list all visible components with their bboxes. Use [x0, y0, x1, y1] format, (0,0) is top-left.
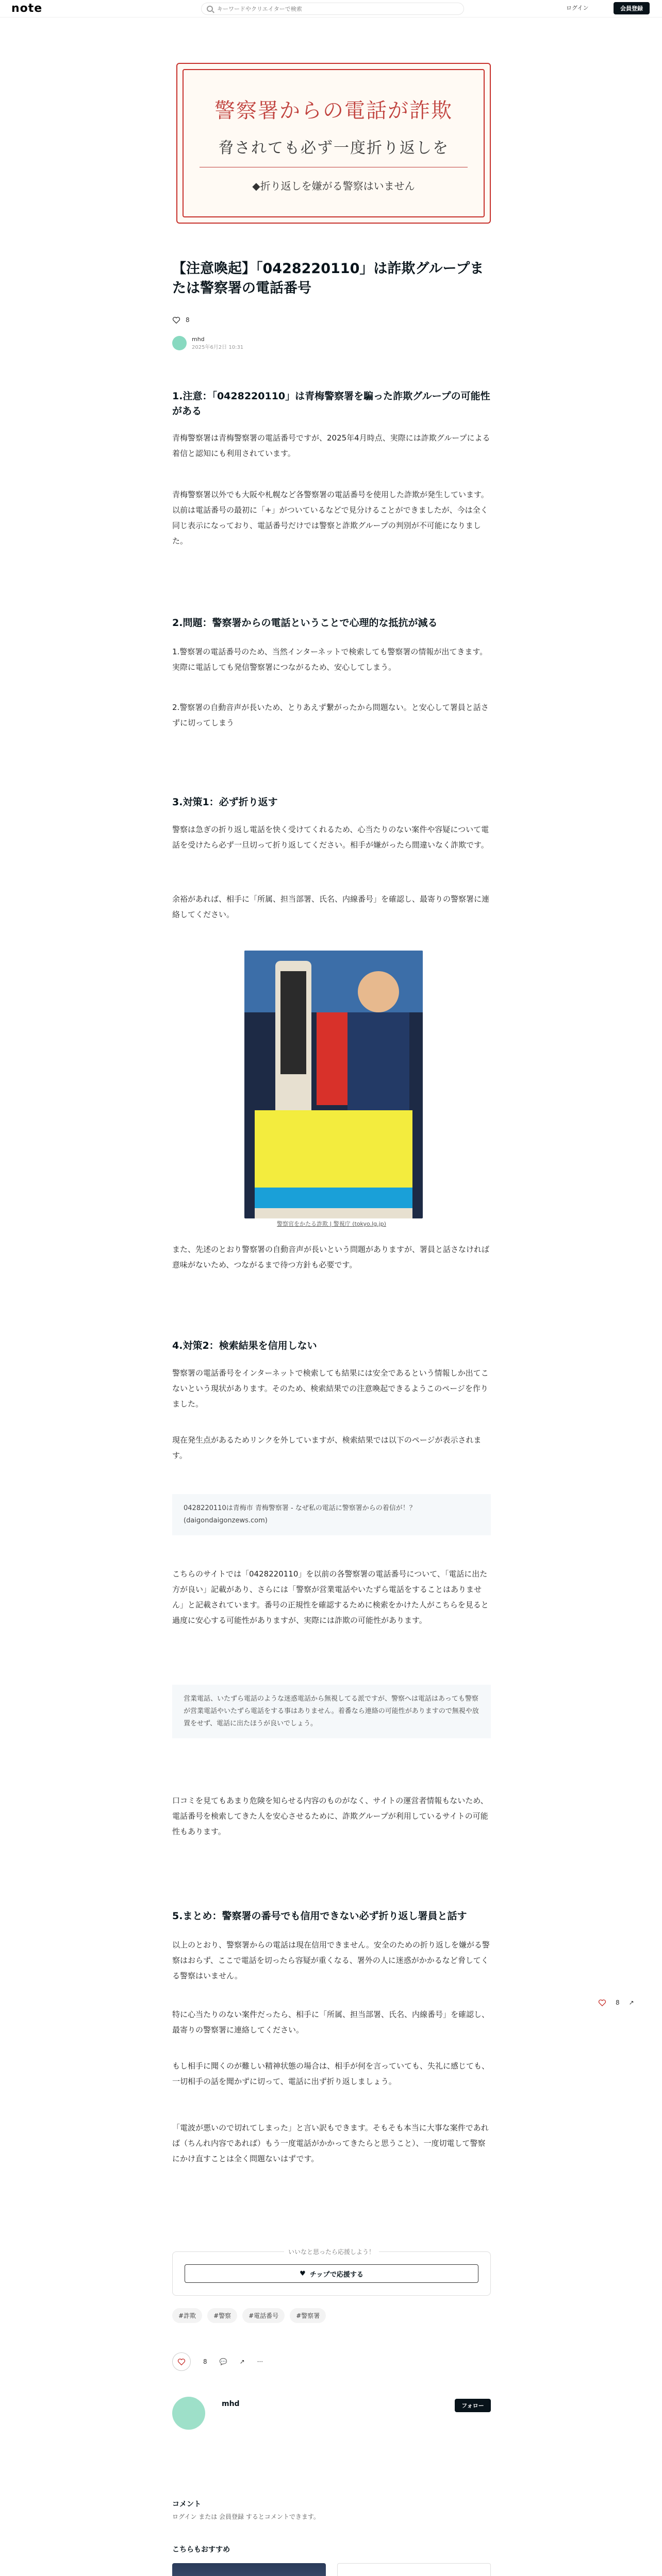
police-poster-image	[244, 951, 423, 1218]
section-5-paragraph-2: 特に心当たりのない案件だったら、相手に「所属、担当部署、氏名、内線番号」を確認し、最寄りの警察署に連絡してください。	[172, 2010, 490, 2035]
share-icon[interactable]: ↗	[628, 1999, 634, 2006]
section-5-paragraph-3: もし相手に聞くのが難しい精神状態の場合は、相手が何を言っていても、失礼に感じても、一切相手の話を聞かずに切って、電話に出ず折り返しましょう。	[172, 2061, 490, 2086]
heart-icon[interactable]	[172, 316, 180, 324]
action-like-count: 8	[203, 2358, 207, 2365]
section-3-paragraph-1: 警察は急ぎの折り返し電話を快く受けてくれるため、心当たりのない案件や容疑について電話を受けたら必ず一旦切って折り返してください。相手が嫌がったら間違いなく詐欺です。	[172, 825, 489, 850]
tag[interactable]: #電話番号	[242, 2308, 285, 2323]
section-1-paragraph-1: 青梅警察署は青梅警察署の電話番号ですが、2025年4月時点、実際には詐欺グループによる着信と認知にも利用されています。	[172, 433, 490, 458]
tip-button-label: チップで応援する	[309, 2270, 363, 2279]
section-2-heading: 2.問題：警察署からの電話ということで心理的な抵抗が減る	[172, 617, 438, 629]
article-title: 【注意喚起】「0428220110」は詐欺グループまたは警察署の電話番号	[172, 261, 484, 296]
section-4-heading: 4.対策2：検索結果を信用しない	[172, 1340, 317, 1351]
author-name[interactable]: mhd	[192, 336, 205, 343]
section-1-paragraph-2: 青梅警察署以外でも大阪や札幌など各警察署の電話番号を使用した詐欺が発生しています。以前は電話番号の最初に「+」がついているなどで見分けることができましたが、今は全く同じ表示になっており、電話番号だけでは警察と詐欺グループの判別が不可能になりました。	[172, 490, 489, 546]
recommend-heading: こちらもおすすめ	[172, 2546, 230, 2554]
post-date: 2025年6月2日 10:31	[192, 345, 244, 350]
support-label: いいなと思ったら応援しよう！	[172, 2247, 491, 2256]
avatar[interactable]	[172, 336, 187, 350]
quote-block-2: 営業電話、いたずら電話のような迷惑電話から無視してる派ですが、警察へは電話はあっても警察が営業電話やいたずら電話をする事はありません。着番なら連絡の可能性がありますので無視や放置をせず、電話に出たほうが良いでしょう。	[172, 1685, 491, 1738]
section-3-paragraph-2: 余裕があれば、相手に「所属、担当部署、氏名、内線番号」を確認し、最寄りの警察署に連絡してください。	[172, 894, 490, 919]
section-1-heading: 1.注意：「0428220110」は青梅警察署を騙った詐欺グループの可能性がある	[172, 391, 490, 417]
section-3-paragraph-3: また、先述のとおり警察署の自動音声が長いという問題がありますが、署員と話さなければ意味がないため、つながるまで待つ方針も必要です。	[172, 1245, 490, 1269]
hero-subtitle: 脅されても必ず一度折り返しを	[218, 139, 449, 157]
section-2-paragraph-1: 1.警察署の電話番号のため、当然インターネットで検索しても警察署の情報が出てきます。実際に電話しても発信警察署につながるため、安心してしまう。	[172, 647, 488, 672]
section-4-paragraph-1: 警察署の電話番号をインターネットで検索しても結果には安全であるという情報しか出てこないという現状があります。そのため、検索結果での注意喚起できるようこのページを作りました。	[172, 1368, 489, 1409]
tag[interactable]: #警察署	[290, 2308, 326, 2323]
side-action-bar	[598, 1999, 634, 2006]
tag[interactable]: #警察	[207, 2308, 237, 2323]
section-4-paragraph-4: 口コミを見てもあまり危険を知らせる内容のものがなく、サイトの運営者情報もないため、電話番号を検索してきた人を安心させるために、詐欺グループが利用しているサイトの可能性もあります。	[172, 1796, 488, 1836]
login-link[interactable]: ログイン	[566, 5, 589, 11]
section-5-paragraph-4: 「電波が悪いので切れてしまった」と言い訳もできます。そもそも本当に大事な案件であれば（ちんれ内容であれば）もう一度電話がかかってきたらと思うこと）、一度切電して警察にかけ直すことは全く問題ないはずです。	[172, 2123, 489, 2163]
tip-button[interactable]	[185, 2264, 478, 2283]
author-row	[172, 336, 243, 350]
comment-login-prompt[interactable]: ログイン または 会員登録 するとコメントできます。	[172, 2513, 320, 2520]
comment-heading: コメント	[172, 2500, 201, 2509]
quote-block-1: 0428220110は青梅市 青梅警察署 - なぜ私の電話に警察署からの着信が！？ (daigondaigonzews.com)	[172, 1494, 491, 1535]
comment-icon[interactable]: 💬	[219, 2358, 227, 2365]
hero-note: ◆折り返しを嫌がる警察はいません	[252, 179, 415, 192]
card-thumbnail	[172, 2563, 326, 2576]
image-caption-link[interactable]: 警察官をかたる詐欺 | 警視庁 (tokyo.lg.jp)	[277, 1221, 386, 1227]
hero-banner	[176, 63, 491, 224]
section-4-paragraph-3: こちらのサイトでは「0428220110」を以前の各警察署の電話番号について、「電話に出た方が良い」記載があり、さらには「警察が営業電話やいたずら電話をすることはありません」と記載されています。番号の正規性を確認するために検索をかけた人がこちらを見ると過度に安心する可能性がありますが、実際には詐欺の可能性があります。	[172, 1569, 489, 1625]
section-5-heading: 5.まとめ：警察署の番号でも信用できない必ず折り返し署員と話す	[172, 1910, 467, 1922]
more-icon[interactable]: ···	[257, 2358, 263, 2365]
search-input[interactable]	[217, 6, 444, 12]
like-button[interactable]	[172, 2352, 191, 2371]
author-card	[172, 2386, 491, 2433]
recommend-card[interactable]	[172, 2563, 326, 2576]
recommend-card[interactable]	[337, 2563, 491, 2576]
note-logo[interactable]: note	[11, 2, 43, 15]
section-2-paragraph-2: 2.警察署の自動音声が長いため、とりあえず繋がったから問題ない。と安心して署員と話さずに切ってしまう	[172, 703, 489, 727]
signup-button[interactable]: 会員登録	[614, 2, 650, 14]
author-card-name[interactable]: mhd	[222, 2400, 240, 2408]
follow-button[interactable]: フォロー	[455, 2399, 491, 2412]
like-count: 8	[186, 316, 190, 324]
top-bar	[0, 0, 662, 18]
tip-icon: ♥	[300, 2269, 306, 2278]
heart-icon	[177, 2358, 186, 2365]
avatar[interactable]	[172, 2397, 205, 2430]
section-3-heading: 3.対策1：必ず折り返す	[172, 796, 278, 808]
tag[interactable]: #詐欺	[172, 2308, 202, 2323]
hero-title: 警察署からの電話が詐欺	[214, 98, 453, 123]
section-5-paragraph-1: 以上のとおり、警察署からの電話は現在信用できません。安全のための折り返しを嫌がる警察はおらず、ここで電話を切ったら容疑が重くなる、署外の人に迷惑がかかるなど脅してくる警察はいません。	[172, 1940, 490, 1980]
tag-list	[172, 2308, 326, 2323]
side-like-count: 8	[616, 1999, 620, 2006]
hero-frame	[183, 69, 485, 217]
search-box[interactable]	[201, 3, 464, 15]
share-icon[interactable]: ↗	[239, 2358, 245, 2365]
action-row	[172, 2352, 263, 2371]
search-icon	[207, 6, 213, 12]
heart-icon[interactable]	[598, 1999, 606, 2006]
section-4-paragraph-2: 現在発生点があるためリンクを外していますが、検索結果では以下のページが表示されます。	[172, 1435, 482, 1460]
card-thumbnail	[337, 2563, 491, 2576]
like-summary	[172, 316, 190, 324]
